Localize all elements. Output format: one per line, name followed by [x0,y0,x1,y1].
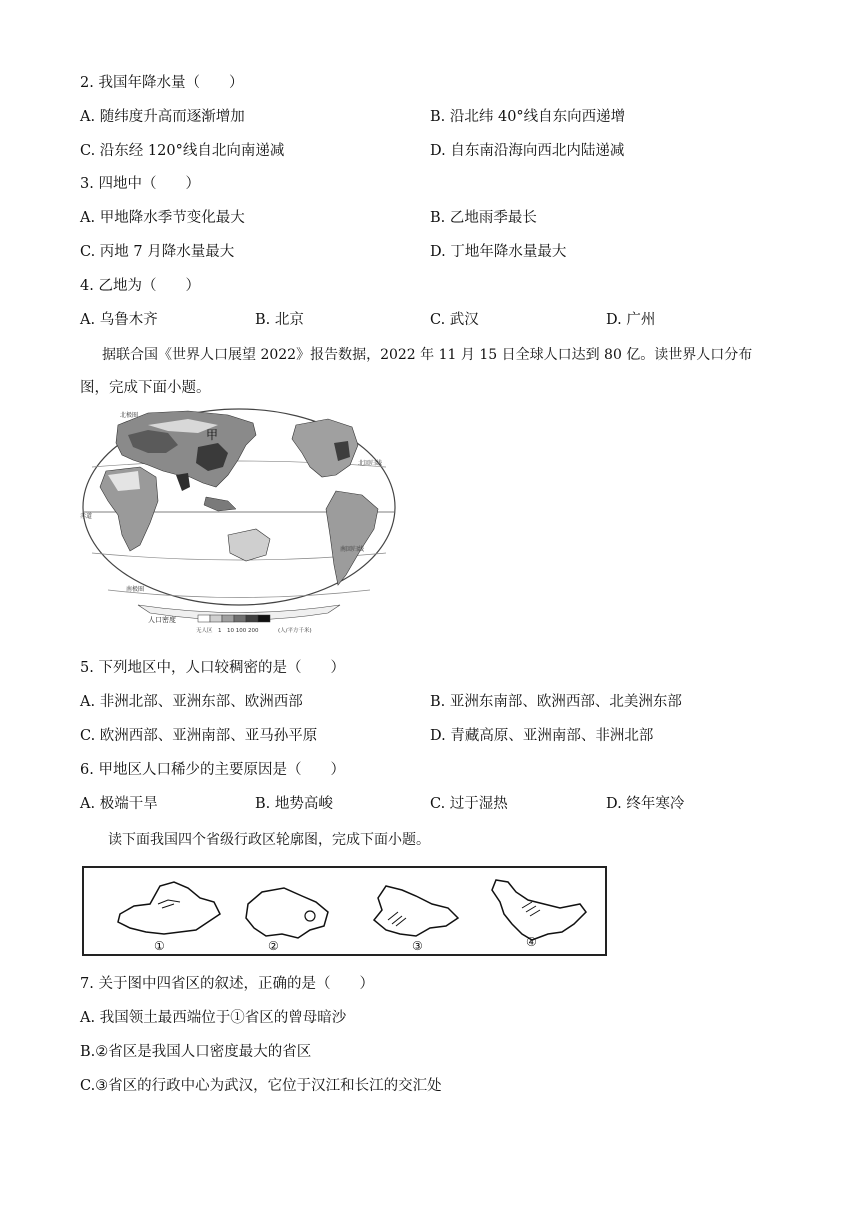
intro-paragraph-2: 读下面我国四个省级行政区轮廓图，完成下面小题。 [108,832,430,848]
q2-option-a: A. 随纬度升高而逐渐增加 [80,109,245,125]
map-label-equator: 赤道 [80,513,93,520]
q3-option-b: B. 乙地雨季最长 [430,210,537,226]
intro-paragraph-line1: 据联合国《世界人口展望 2022》报告数据，2022 年 11 月 15 日全球人口达到 80 亿。读世界人口分布 [102,347,753,363]
q3-option-a: A. 甲地降水季节变化最大 [80,210,245,226]
outline-number-3: ③ [412,939,423,953]
q5-option-c: C. 欧洲西部、亚洲南部、亚马孙平原 [80,728,318,744]
q7-option-a: A. 我国领土最西端位于①省区的曾母暗沙 [80,1010,347,1026]
q6-option-d: D. 终年寒冷 [606,796,685,812]
q7-stem: 7. 关于图中四省区的叙述，正确的是（ ） [80,976,374,992]
q4-option-b: B. 北京 [255,312,304,328]
map-label-jia: 甲 [206,428,219,442]
legend-unit: (人/平方千米) [278,628,312,634]
intro-paragraph-line2: 图，完成下面小题。 [80,380,211,396]
q6-stem: 6. 甲地区人口稀少的主要原因是（ ） [80,762,345,778]
legend-title: 人口密度 [148,616,176,624]
q5-option-a: A. 非洲北部、亚洲东部、欧洲西部 [80,694,303,710]
q4-stem: 4. 乙地为（ ） [80,278,200,294]
province-outline-figure [82,866,607,956]
q6-option-c: C. 过于湿热 [430,796,508,812]
world-population-map [78,405,400,637]
q2-stem: 2. 我国年降水量（ ） [80,75,244,91]
outline-number-2: ② [268,939,279,953]
q3-stem: 3. 四地中（ ） [80,176,200,192]
map-label-tropic-capricorn: 南回归线 [340,546,365,553]
q2-option-c: C. 沿东经 120°线自北向南递减 [80,143,285,159]
q4-option-a: A. 乌鲁木齐 [80,312,158,328]
q2-option-d: D. 自东南沿海向西北内陆递减 [430,143,625,159]
map-label-antarctic-circle: 南极圈 [126,586,145,593]
q4-option-c: C. 武汉 [430,312,479,328]
legend-swatches [198,615,270,622]
map-label-tropic-cancer: 北回归线 [358,460,383,467]
world-map-svg [78,405,400,637]
q7-option-b: B.②省区是我国人口密度最大的省区 [80,1044,312,1060]
province-outline-4 [482,874,600,954]
province-outline-2 [232,874,350,954]
legend-ticks: 无人区 1 10 100 200 [196,628,259,634]
q5-option-d: D. 青藏高原、亚洲南部、非洲北部 [430,728,654,744]
province-outline-1 [110,874,228,954]
q5-stem: 5. 下列地区中，人口较稠密的是（ ） [80,660,345,676]
outline-number-1: ① [154,939,165,953]
q6-option-a: A. 极端干旱 [80,796,158,812]
outline-number-4: ④ [526,935,537,949]
q2-option-b: B. 沿北纬 40°线自东向西递增 [430,109,626,125]
province-outline-3 [360,874,478,954]
q3-option-c: C. 丙地 7 月降水量最大 [80,244,235,260]
q6-option-b: B. 地势高峻 [255,796,333,812]
q4-option-d: D. 广州 [606,312,656,328]
q3-option-d: D. 丁地年降水量最大 [430,244,567,260]
map-label-arctic-circle: 北极圈 [120,412,139,419]
q7-option-c: C.③省区的行政中心为武汉，它位于汉江和长江的交汇处 [80,1078,442,1094]
q5-option-b: B. 亚洲东南部、欧洲西部、北美洲东部 [430,694,682,710]
